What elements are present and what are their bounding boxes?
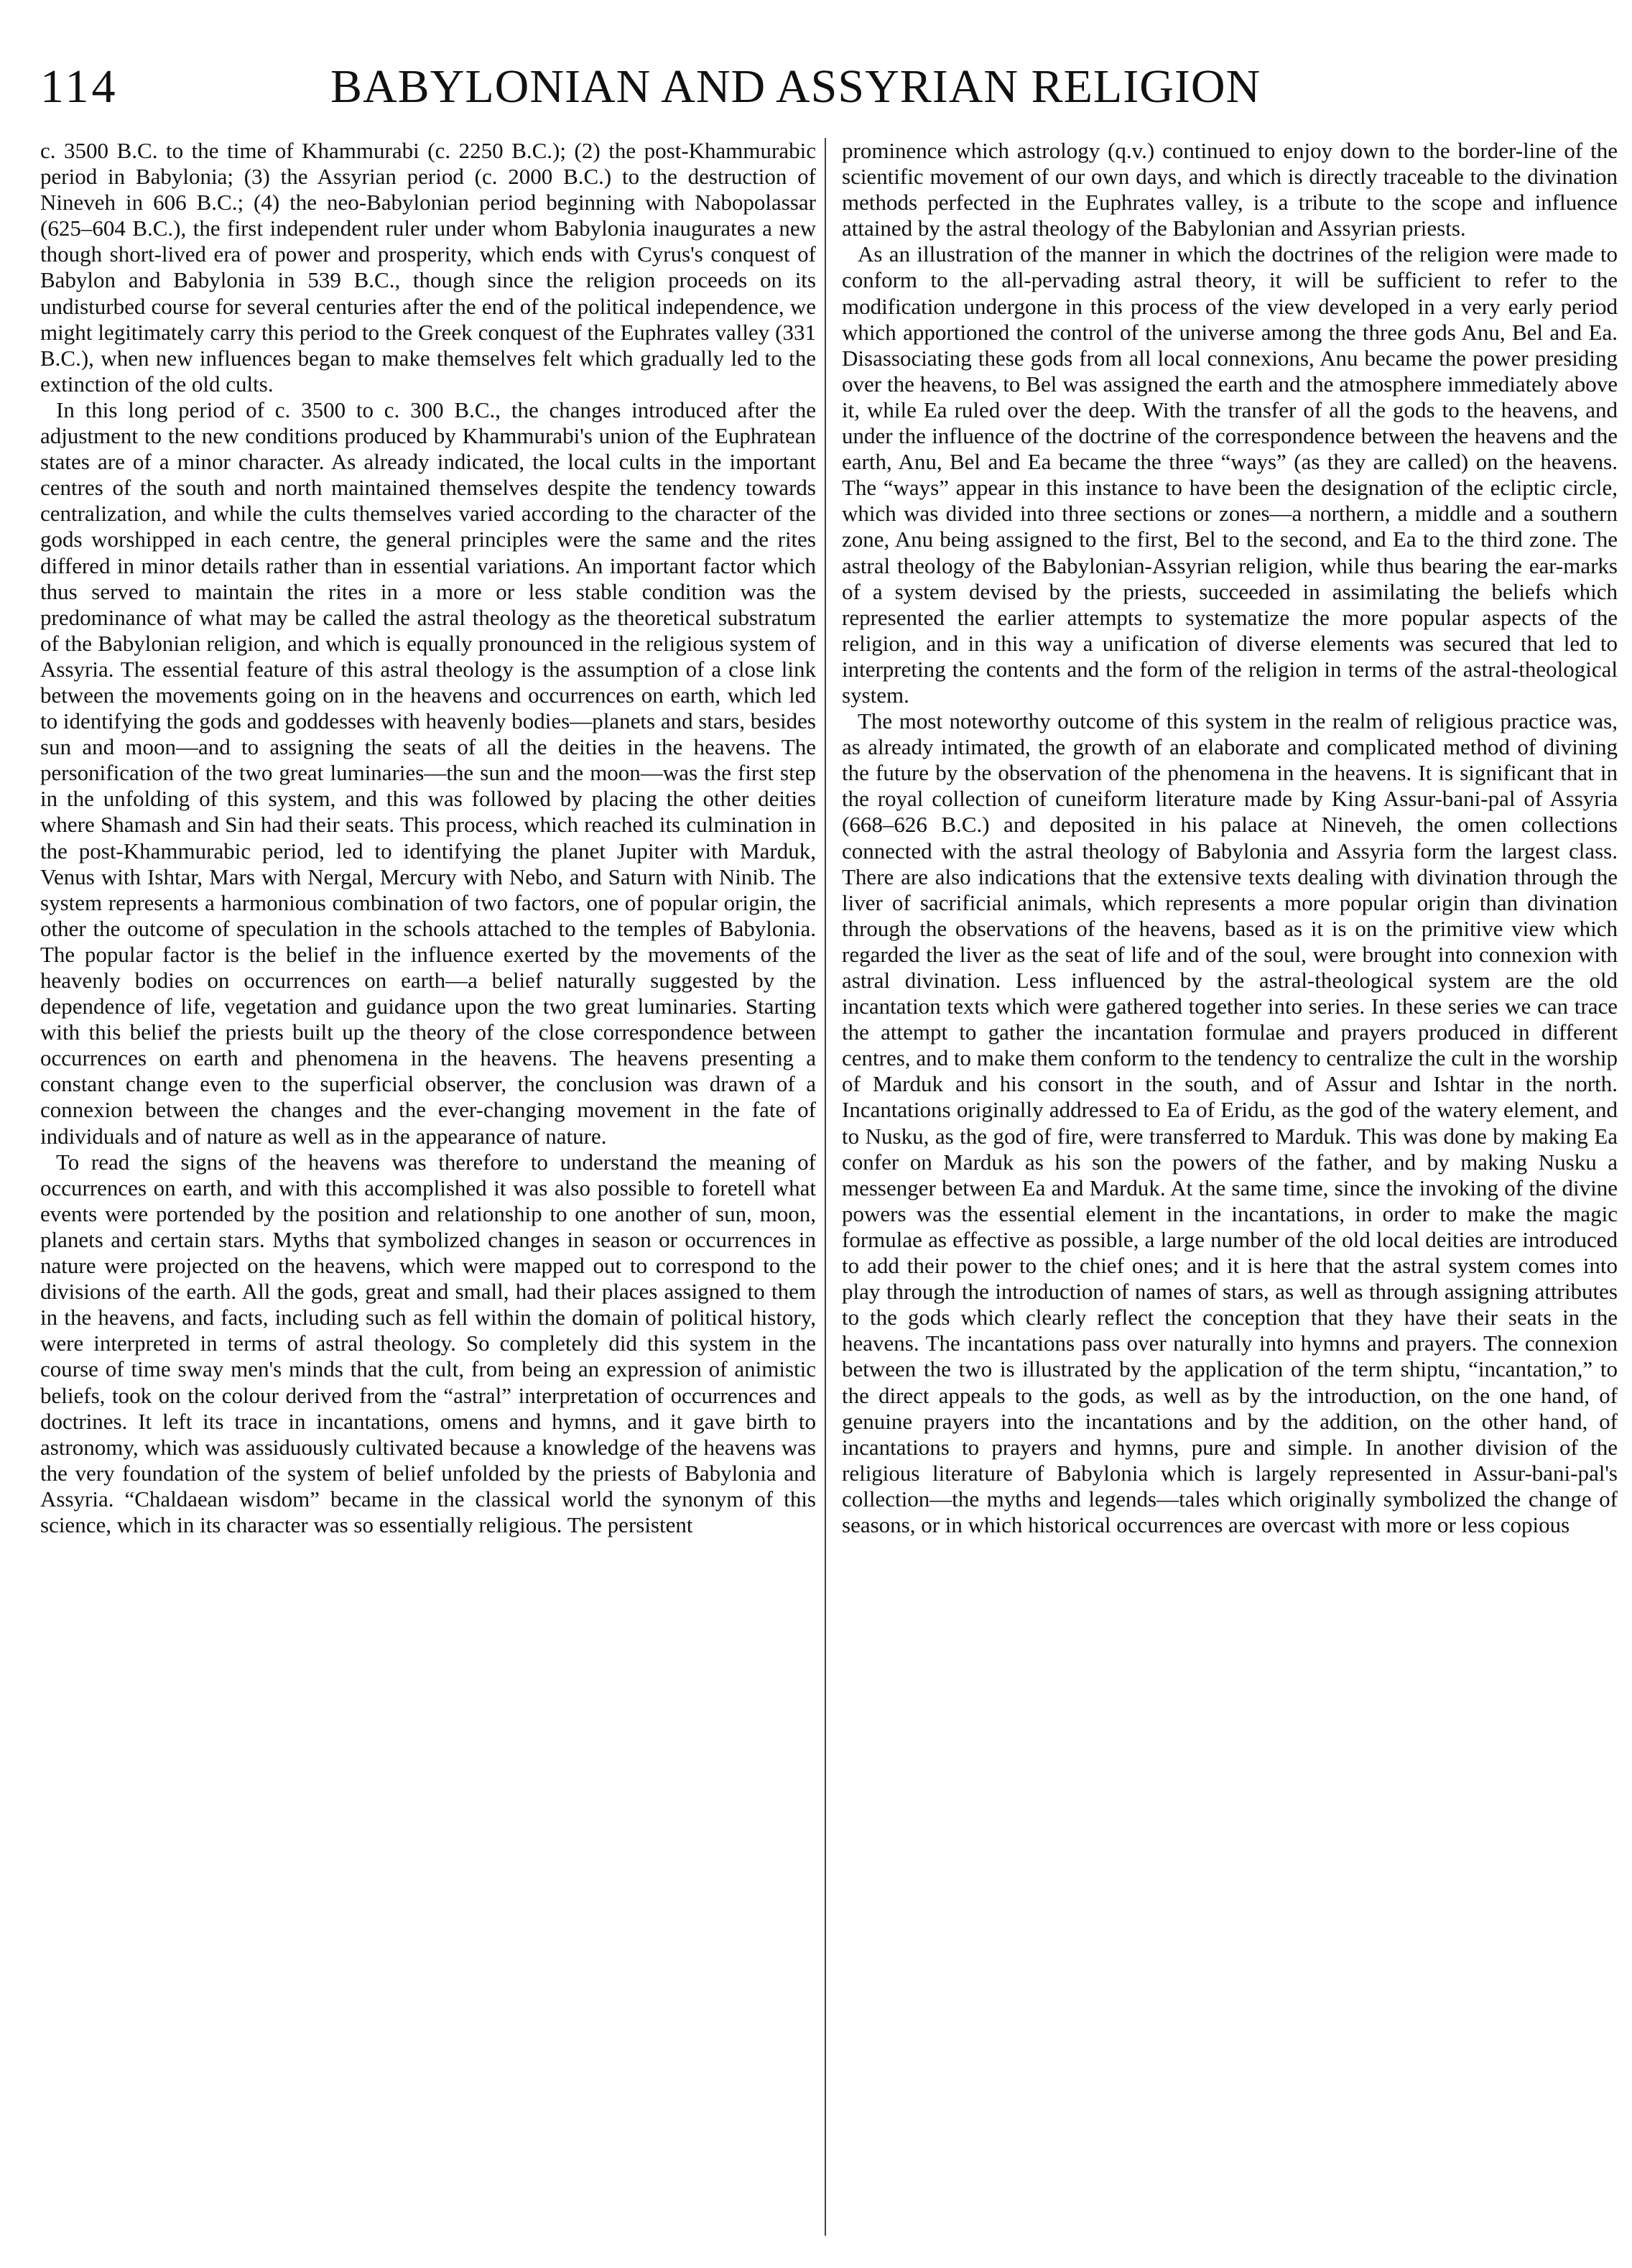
left-paragraph-3: To read the signs of the heavens was therefore to understand the meaning of occurrences on earth, and with this accomplished it was also possible to foretell what events were portended by the position and relationship to one another of sun, moon, planets and certain stars. Myths that symbolized changes in season or occurrences in nature were projected on the heavens, which were mapped out to correspond to the divisions of the earth. All the gods, great and small, had their places assigned to them in the heavens, and facts, including such as fell within the domain of political history, were interpreted in terms of astral theology. So completely did this system in the course of time sway men's minds that the cult, from being an expression of animistic beliefs, took on the colour derived from the “astral” interpretation of occurrences and doctrines. It left its trace in incantations, omens and hymns, and it gave birth to astronomy, which was assiduously cultivated because a knowledge of the heavens was the very foundation of the system of belief unfolded by the priests of Babylonia and Assyria. “Chaldaean wisdom” became in the classical world the synonym of this science, which in its character was so essentially religious. The persistent bbox=[40, 1149, 816, 1537]
page-number: 114 bbox=[40, 60, 119, 113]
right-paragraph-3: The most noteworthy outcome of this system in the realm of religious practice was, as already intimated, the growth of an elaborate and complicated method of divining the future by the observation of the phenomena in the heavens. It is significant that in the royal collection of cuneiform literature made by King Assur-bani-pal of Assyria (668–626 B.C.) and deposited in his palace at Nineveh, the omen collections connected with the astral theology of Babylonia and Assyria form the largest class. There are also indications that the extensive texts dealing with divination through the liver of sacrificial animals, which represents a more popular origin than divination through the observations of the heavens, based as it is on the primitive view which regarded the liver as the seat of life and of the soul, were brought into connexion with astral divination. Less influenced by the astral-theological system are the old incantation texts which were gathered together into series. In these series we can trace the attempt to gather the incantation formulae and prayers produced in different centres, and to make them conform to the tendency to centralize the cult in the worship of Marduk and his consort in the south, and of Assur and Ishtar in the north. Incantations originally addressed to Ea of Eridu, as the god of the watery element, and to Nusku, as the god of fire, were transferred to Marduk. This was done by making Ea confer on Marduk as his son the powers of the father, and by making Nusku a messenger between Ea and Marduk. At the same time, since the invoking of the divine powers was the essential element in the incantations, in order to make the magic formulae as effective as possible, a large number of the old local deities are introduced to add their power to the chief ones; and it is here that the astral system comes into play through the introduction of names of stars, as well as through assigning attributes to the gods which clearly reflect the conception that they have their seats in the heavens. The incantations pass over naturally into hymns and prayers. The connexion between the two is illustrated by the application of the term shiptu, “incantation,” to the direct appeals to the gods, as well as by the introduction, on the one hand, of genuine prayers into the incantations and by the addition, on the other hand, of incantations to prayers and hymns, pure and simple. In another division of the religious literature of Babylonia which is largely represented in Assur-bani-pal's collection—the myths and legends—tales which originally symbolized the change of seasons, or in which historical occurrences are overcast with more or less copious bbox=[842, 708, 1618, 1537]
column-divider bbox=[825, 138, 826, 2236]
running-title: BABYLONIAN AND ASSYRIAN RELIGION bbox=[330, 60, 1261, 113]
right-paragraph-2: As an illustration of the manner in which the doctrines of the religion were made to conform to the all-pervading astral theory, it will be sufficient to refer to the modification undergone in this process of the view developed in a very early period which apportioned the control of the universe among the three gods Anu, Bel and Ea. Disassociating these gods from all local connexions, Anu became the power presiding over the heavens, to Bel was assigned the earth and the atmosphere immediately above it, while Ea ruled over the deep. With the transfer of all the gods to the heavens, and under the influence of the doctrine of the correspondence between the heavens and the earth, Anu, Bel and Ea became the three “ways” (as they are called) on the heavens. The “ways” appear in this instance to have been the designation of the ecliptic circle, which was divided into three sections or zones—a northern, a middle and a southern zone, Anu being assigned to the first, Bel to the second, and Ea to the third zone. The astral theology of the Babylonian-Assyrian religion, while thus bearing the ear-marks of a system devised by the priests, succeeded in assimilating the beliefs which represented the earlier attempts to systematize the more popular aspects of the religion, and in this way a unification of diverse elements was secured that led to interpreting the contents and the form of the religion in terms of the astral-theological system. bbox=[842, 241, 1618, 708]
right-paragraph-1: prominence which astrology (q.v.) continued to enjoy down to the border-line of the scientific movement of our own days, and which is directly traceable to the divination methods perfected in the Euphrates valley, is a tribute to the scope and influence attained by the astral theology of the Babylonian and Assyrian priests. bbox=[842, 138, 1618, 241]
left-column bbox=[40, 138, 816, 2243]
right-column bbox=[842, 138, 1618, 2243]
left-paragraph-1: c. 3500 B.C. to the time of Khammurabi (c. 2250 B.C.); (2) the post-Khammurabic period in Babylonia; (3) the Assyrian period (c. 2000 B.C.) to the destruction of Nineveh in 606 B.C.; (4) the neo-Babylonian period beginning with Nabopolassar (625–604 B.C.), the first independent ruler under whom Babylonia inaugurates a new though short-lived era of power and prosperity, which ends with Cyrus's conquest of Babylon and Babylonia in 539 B.C., though since the religion proceeds on its undisturbed course for several centuries after the end of the political independence, we might legitimately carry this period to the Greek conquest of the Euphrates valley (331 B.C.), when new influences began to make themselves felt which gradually led to the extinction of the old cults. bbox=[40, 138, 816, 397]
left-paragraph-2: In this long period of c. 3500 to c. 300 B.C., the changes introduced after the adjustment to the new conditions produced by Khammurabi's union of the Euphratean states are of a minor character. As already indicated, the local cults in the important centres of the south and north maintained themselves despite the tendency towards centralization, and while the cults themselves varied according to the character of the gods worshipped in each centre, the general principles were the same and the rites differed in minor details rather than in essential variations. An important factor which thus served to maintain the rites in a more or less stable condition was the predominance of what may be called the astral theology as the theoretical substratum of the Babylonian religion, and which is equally pronounced in the religious system of Assyria. The essential feature of this astral theology is the assumption of a close link between the movements going on in the heavens and occurrences on earth, which led to identifying the gods and goddesses with heavenly bodies—planets and stars, besides sun and moon—and to assigning the seats of all the deities in the heavens. The personification of the two great luminaries—the sun and the moon—was the first step in the unfolding of this system, and this was followed by placing the other deities where Shamash and Sin had their seats. This process, which reached its culmination in the post-Khammurabic period, led to identifying the planet Jupiter with Marduk, Venus with Ishtar, Mars with Nergal, Mercury with Nebo, and Saturn with Ninib. The system represents a harmonious combination of two factors, one of popular origin, the other the outcome of speculation in the schools attached to the temples of Babylonia. The popular factor is the belief in the influence exerted by the movements of the heavenly bodies on occurrences on earth—a belief naturally suggested by the dependence of life, vegetation and guidance upon the two great luminaries. Starting with this belief the priests built up the theory of the close correspondence between occurrences on earth and phenomena in the heavens. The heavens presenting a constant change even to the superficial observer, the conclusion was drawn of a connexion between the changes and the ever-changing movement in the fate of individuals and of nature as well as in the appearance of nature. bbox=[40, 397, 816, 1149]
